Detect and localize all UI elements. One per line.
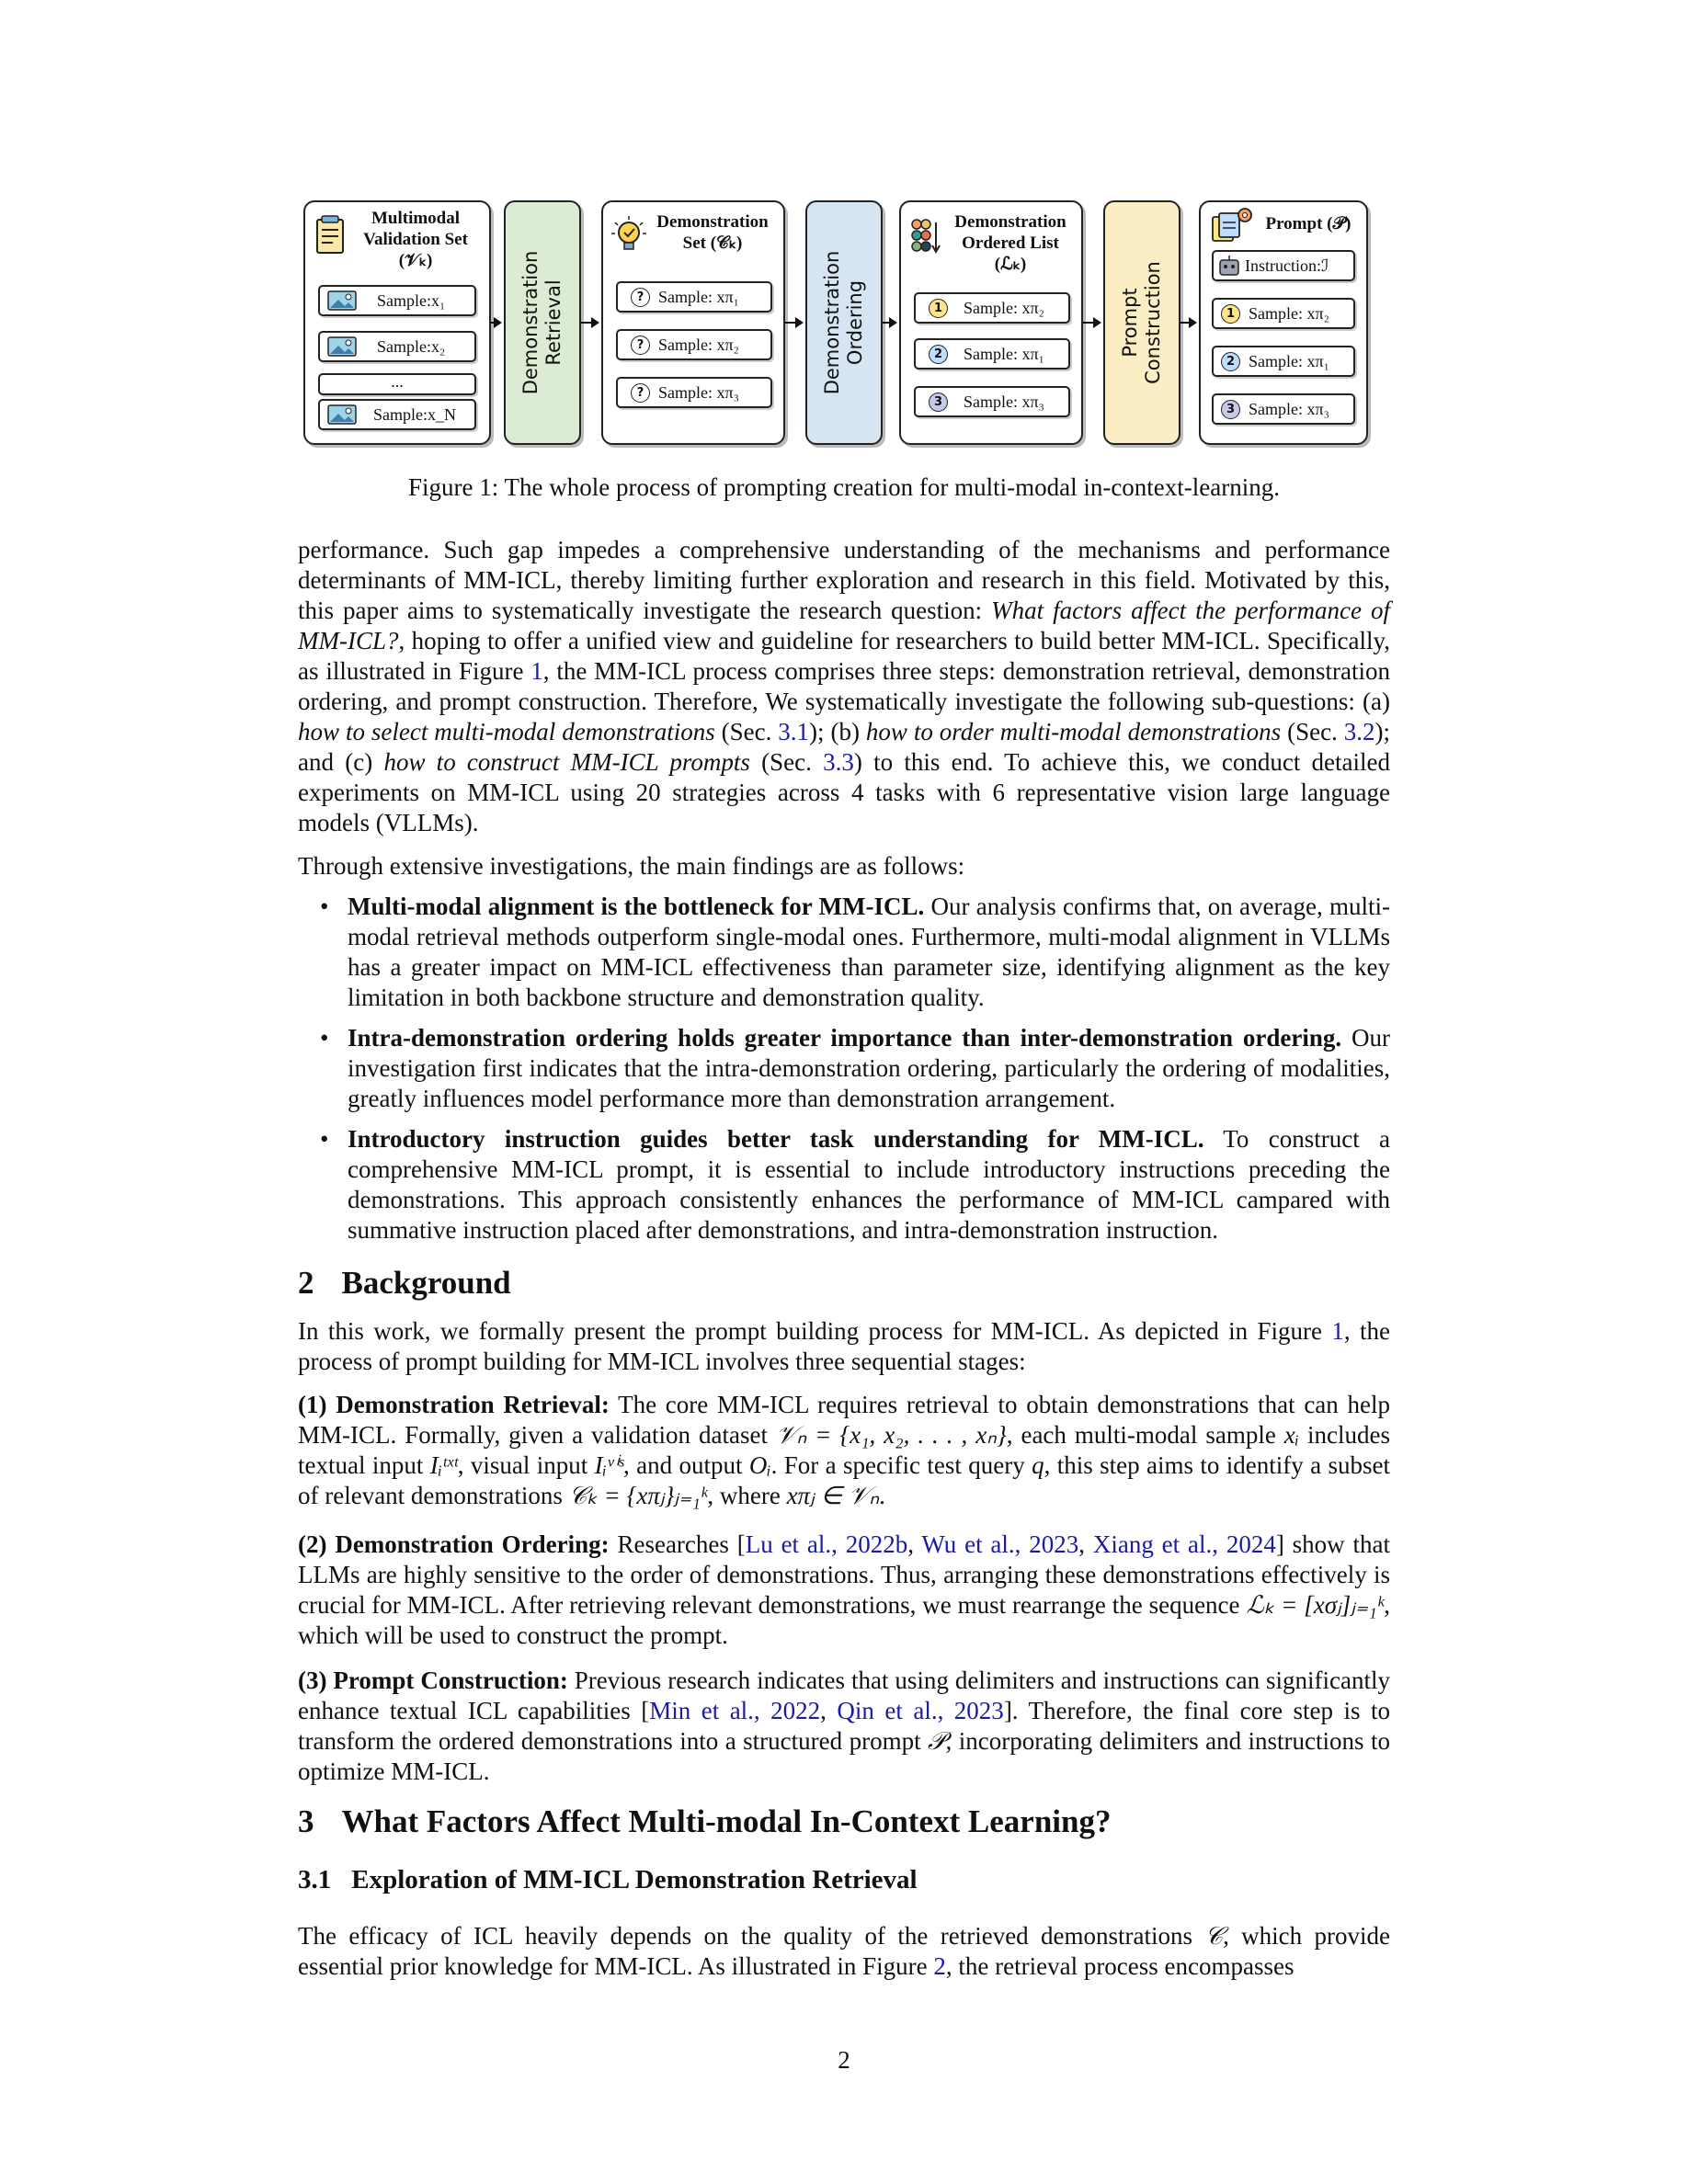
section-ref-link[interactable]: 3.1 xyxy=(778,718,810,745)
demonstration-set-title: Demonstration Set (𝒞ₖ) xyxy=(656,212,769,253)
bullet-marker: • xyxy=(320,1024,329,1052)
stage-label-line: Retrieval xyxy=(542,279,565,366)
question-marker-icon: ? xyxy=(631,288,650,307)
ordered-list-box xyxy=(899,200,1083,445)
validation-ellipsis: ... xyxy=(318,373,476,395)
stage-1-paragraph: (1) Demonstration Retrieval: The core MM-ICL requires retrieval to obtain demonstrations that can help MM-ICL. Formally, given a validation dataset 𝒱ₙ = {x₁, x₂, . . . , xₙ}, each multi-modal sample xᵢ includes textual input Iᵢᵗˣᵗ, visual input Iᵢᵛⁱˢ, and output Oᵢ. For a specific test query q, this step aims to identify a subset of relevant demonstrations 𝒞ₖ = {xπⱼ}ⱼ₌₁ᵏ, where xπⱼ ∈ 𝒱ₙ. xyxy=(298,1391,1391,1509)
citation-link[interactable]: Wu et al., 2023 xyxy=(921,1530,1079,1558)
page-number: 2 xyxy=(838,2046,850,2074)
validation-set-title: Multimodal Validation Set (𝒱ₖ) xyxy=(363,209,468,270)
notepad-icon xyxy=(314,215,348,256)
bullet-marker: • xyxy=(320,893,329,920)
finding-1: Multi-modal alignment is the bottleneck for MM-ICL. Our analysis confirms that, on average, multi-modal retrieval methods outperform single-modal ones. Furthermore, multi-modal alignment in VLLMs has a greater impact on MM-ICL effectiveness than parameter size, identifying alignment as the key limitation in both backbone structure and demonstration quality. xyxy=(348,893,1390,1011)
prompt-sample-3: 3 Sample: xπ₃ xyxy=(1212,393,1355,425)
arrow xyxy=(1083,322,1100,324)
citation-link[interactable]: Min et al., 2022 xyxy=(649,1697,821,1724)
stage-prompt-construction xyxy=(1103,200,1180,445)
prompt-instruction: Instruction:ℐ xyxy=(1212,250,1355,281)
demo-set-sample-2: ? Sample: xπ₂ xyxy=(616,329,772,360)
section-heading-background: 2 Background xyxy=(298,1265,511,1301)
citation-link[interactable]: Lu et al., 2022b xyxy=(745,1530,908,1558)
order-marker-1-icon: 1 xyxy=(1221,304,1240,324)
prompt-sample-1: 1 Sample: xπ₂ xyxy=(1212,298,1355,329)
ordered-sample-3: 3 Sample: xπ₃ xyxy=(914,386,1070,417)
citation-link[interactable]: Xiang et al., 2024 xyxy=(1092,1530,1276,1558)
finding-2: Intra-demonstration ordering holds greater importance than inter-demonstration ordering. Our investigation first indicates that the intra-demonstration ordering, particularly the ordering of modalities, greatly influences model performance more than demonstration arrangement. xyxy=(348,1024,1390,1112)
question-marker-icon: ? xyxy=(631,383,650,403)
prompt-sample-2: 2 Sample: xπ₁ xyxy=(1212,346,1355,377)
stage-label-line: Ordering xyxy=(844,279,866,366)
stage-demonstration-ordering xyxy=(805,200,883,445)
figure-ref-link[interactable]: 2 xyxy=(933,1952,946,1980)
bullet-marker: • xyxy=(320,1125,329,1153)
background-paragraph: In this work, we formally present the prompt building process for MM-ICL. As depicted in Figure 1, the process of prompt building for MM-ICL involves three sequential stages: xyxy=(298,1317,1390,1375)
figure-caption: Figure 1: The whole process of prompting creation for multi-modal in-context-learning. xyxy=(407,473,1280,501)
stage-3-paragraph: (3) Prompt Construction: Previous research indicates that using delimiters and instructions can significantly enhance textual ICL capabilities [Min et al., 2022, Qin et al., 2023]. Therefore, the final core step is to transform the ordered demonstrations into a structured prompt 𝒫, incorporating delimiters and instructions to optimize MM-ICL. xyxy=(298,1666,1390,1785)
figure-ref-link[interactable]: 1 xyxy=(530,657,543,685)
finding-3: Introductory instruction guides better task understanding for MM-ICL. To construct a comprehensive MM-ICL prompt, it is essential to include introductory instructions preceding the demonstrations. This approach consistently enhances the performance of MM-ICL campared with summative instruction placed after demonstrations, and intra-demonstration instruction. xyxy=(348,1125,1390,1244)
stage-demonstration-retrieval xyxy=(504,200,581,445)
settings-documents-icon xyxy=(1210,206,1254,243)
stage-label-line: Construction xyxy=(1142,261,1164,384)
order-marker-3-icon: 3 xyxy=(929,392,948,412)
stage-label-line: Demonstration xyxy=(821,250,843,395)
demo-set-sample-1: ? Sample: xπ₁ xyxy=(616,281,772,313)
robot-icon xyxy=(1217,255,1241,277)
findings-intro: Through extensive investigations, the main findings are as follows: xyxy=(298,852,965,880)
section-ref-link[interactable]: 3.2 xyxy=(1343,718,1375,745)
arrow xyxy=(785,322,802,324)
order-marker-3-icon: 3 xyxy=(1221,400,1240,419)
stage-label-line: Prompt xyxy=(1119,288,1141,358)
arrow xyxy=(491,322,500,324)
validation-sample-2: Sample:x₂ xyxy=(318,331,476,362)
image-icon xyxy=(327,336,357,357)
validation-sample-1: Sample:x₁ xyxy=(318,285,476,316)
figure-ref-link[interactable]: 1 xyxy=(1331,1317,1344,1345)
subsection-heading-retrieval: 3.1 Exploration of MM-ICL Demonstration Retrieval xyxy=(298,1865,918,1894)
ordered-sample-2: 2 Sample: xπ₁ xyxy=(914,338,1070,370)
arrow xyxy=(581,322,598,324)
citation-link[interactable]: Qin et al., 2023 xyxy=(837,1697,1004,1724)
validation-set-box xyxy=(303,200,491,445)
order-marker-2-icon: 2 xyxy=(929,345,948,364)
intro-paragraph: performance. Such gap impedes a comprehensive understanding of the mechanisms and performance determinants of MM-ICL, thereby limiting further exploration and research in this field. Motivated by this, this paper aims to systematically investigate the research question: What factors affect the performance of MM-ICL?, hoping to offer a unified view and guideline for researchers to build better MM-ICL. Specifically, as illustrated in Figure 1, the MM-ICL process comprises three steps: demonstration retrieval, demonstration ordering, and prompt construction. Therefore, We systematically investigate the following sub-questions: (a) how to select multi-modal demonstrations (Sec. 3.1); (b) how to order multi-modal demonstrations (Sec. 3.2); and (c) how to construct MM-ICL prompts (Sec. 3.3) to this end. To achieve this, we conduct detailed experiments on MM-ICL using 20 strategies across 4 tasks with 6 representative vision large language models (VLLMs). xyxy=(298,536,1391,836)
question-marker-icon: ? xyxy=(631,336,650,355)
retrieval-paragraph: The efficacy of ICL heavily depends on the quality of the retrieved demonstrations 𝒞, which provide essential prior knowledge for MM-ICL. As illustrated in Figure 2, the retrieval process encompasses xyxy=(298,1922,1390,1980)
section-heading-factors: 3 What Factors Affect Multi-modal In-Context Learning? xyxy=(298,1803,1112,1839)
stage-2-paragraph: (2) Demonstration Ordering: Researches [Lu et al., 2022b, Wu et al., 2023, Xiang et al., 2024] show that LLMs are highly sensitive to the order of demonstrations. Thus, arranging these demonstrations effectively is crucial for MM-ICL. After retrieving relevant demonstrations, we must rearrange the sequence ℒₖ = [xσⱼ]ⱼ₌₁ᵏ, which will be used to construct the prompt. xyxy=(298,1530,1390,1649)
ordered-sample-1: 1 Sample: xπ₂ xyxy=(914,292,1070,324)
image-icon xyxy=(327,290,357,311)
lightbulb-icon xyxy=(610,215,647,252)
demonstration-set-box xyxy=(601,200,785,445)
section-ref-link[interactable]: 3.3 xyxy=(823,748,854,776)
order-marker-1-icon: 1 xyxy=(929,299,948,318)
arrow xyxy=(1180,322,1195,324)
order-marker-2-icon: 2 xyxy=(1221,352,1240,371)
ordered-list-title: Demonstration Ordered List (ℒₖ) xyxy=(954,212,1066,274)
arrow xyxy=(883,322,895,324)
ordering-icon xyxy=(910,219,941,256)
validation-sample-n: Sample:x_N xyxy=(318,399,476,430)
prompt-title: Prompt (𝒫) xyxy=(1265,214,1352,233)
demo-set-sample-3: ? Sample: xπ₃ xyxy=(616,377,772,408)
prompt-box xyxy=(1199,200,1368,445)
image-icon xyxy=(327,404,357,425)
stage-label-line: Demonstration xyxy=(519,250,542,395)
